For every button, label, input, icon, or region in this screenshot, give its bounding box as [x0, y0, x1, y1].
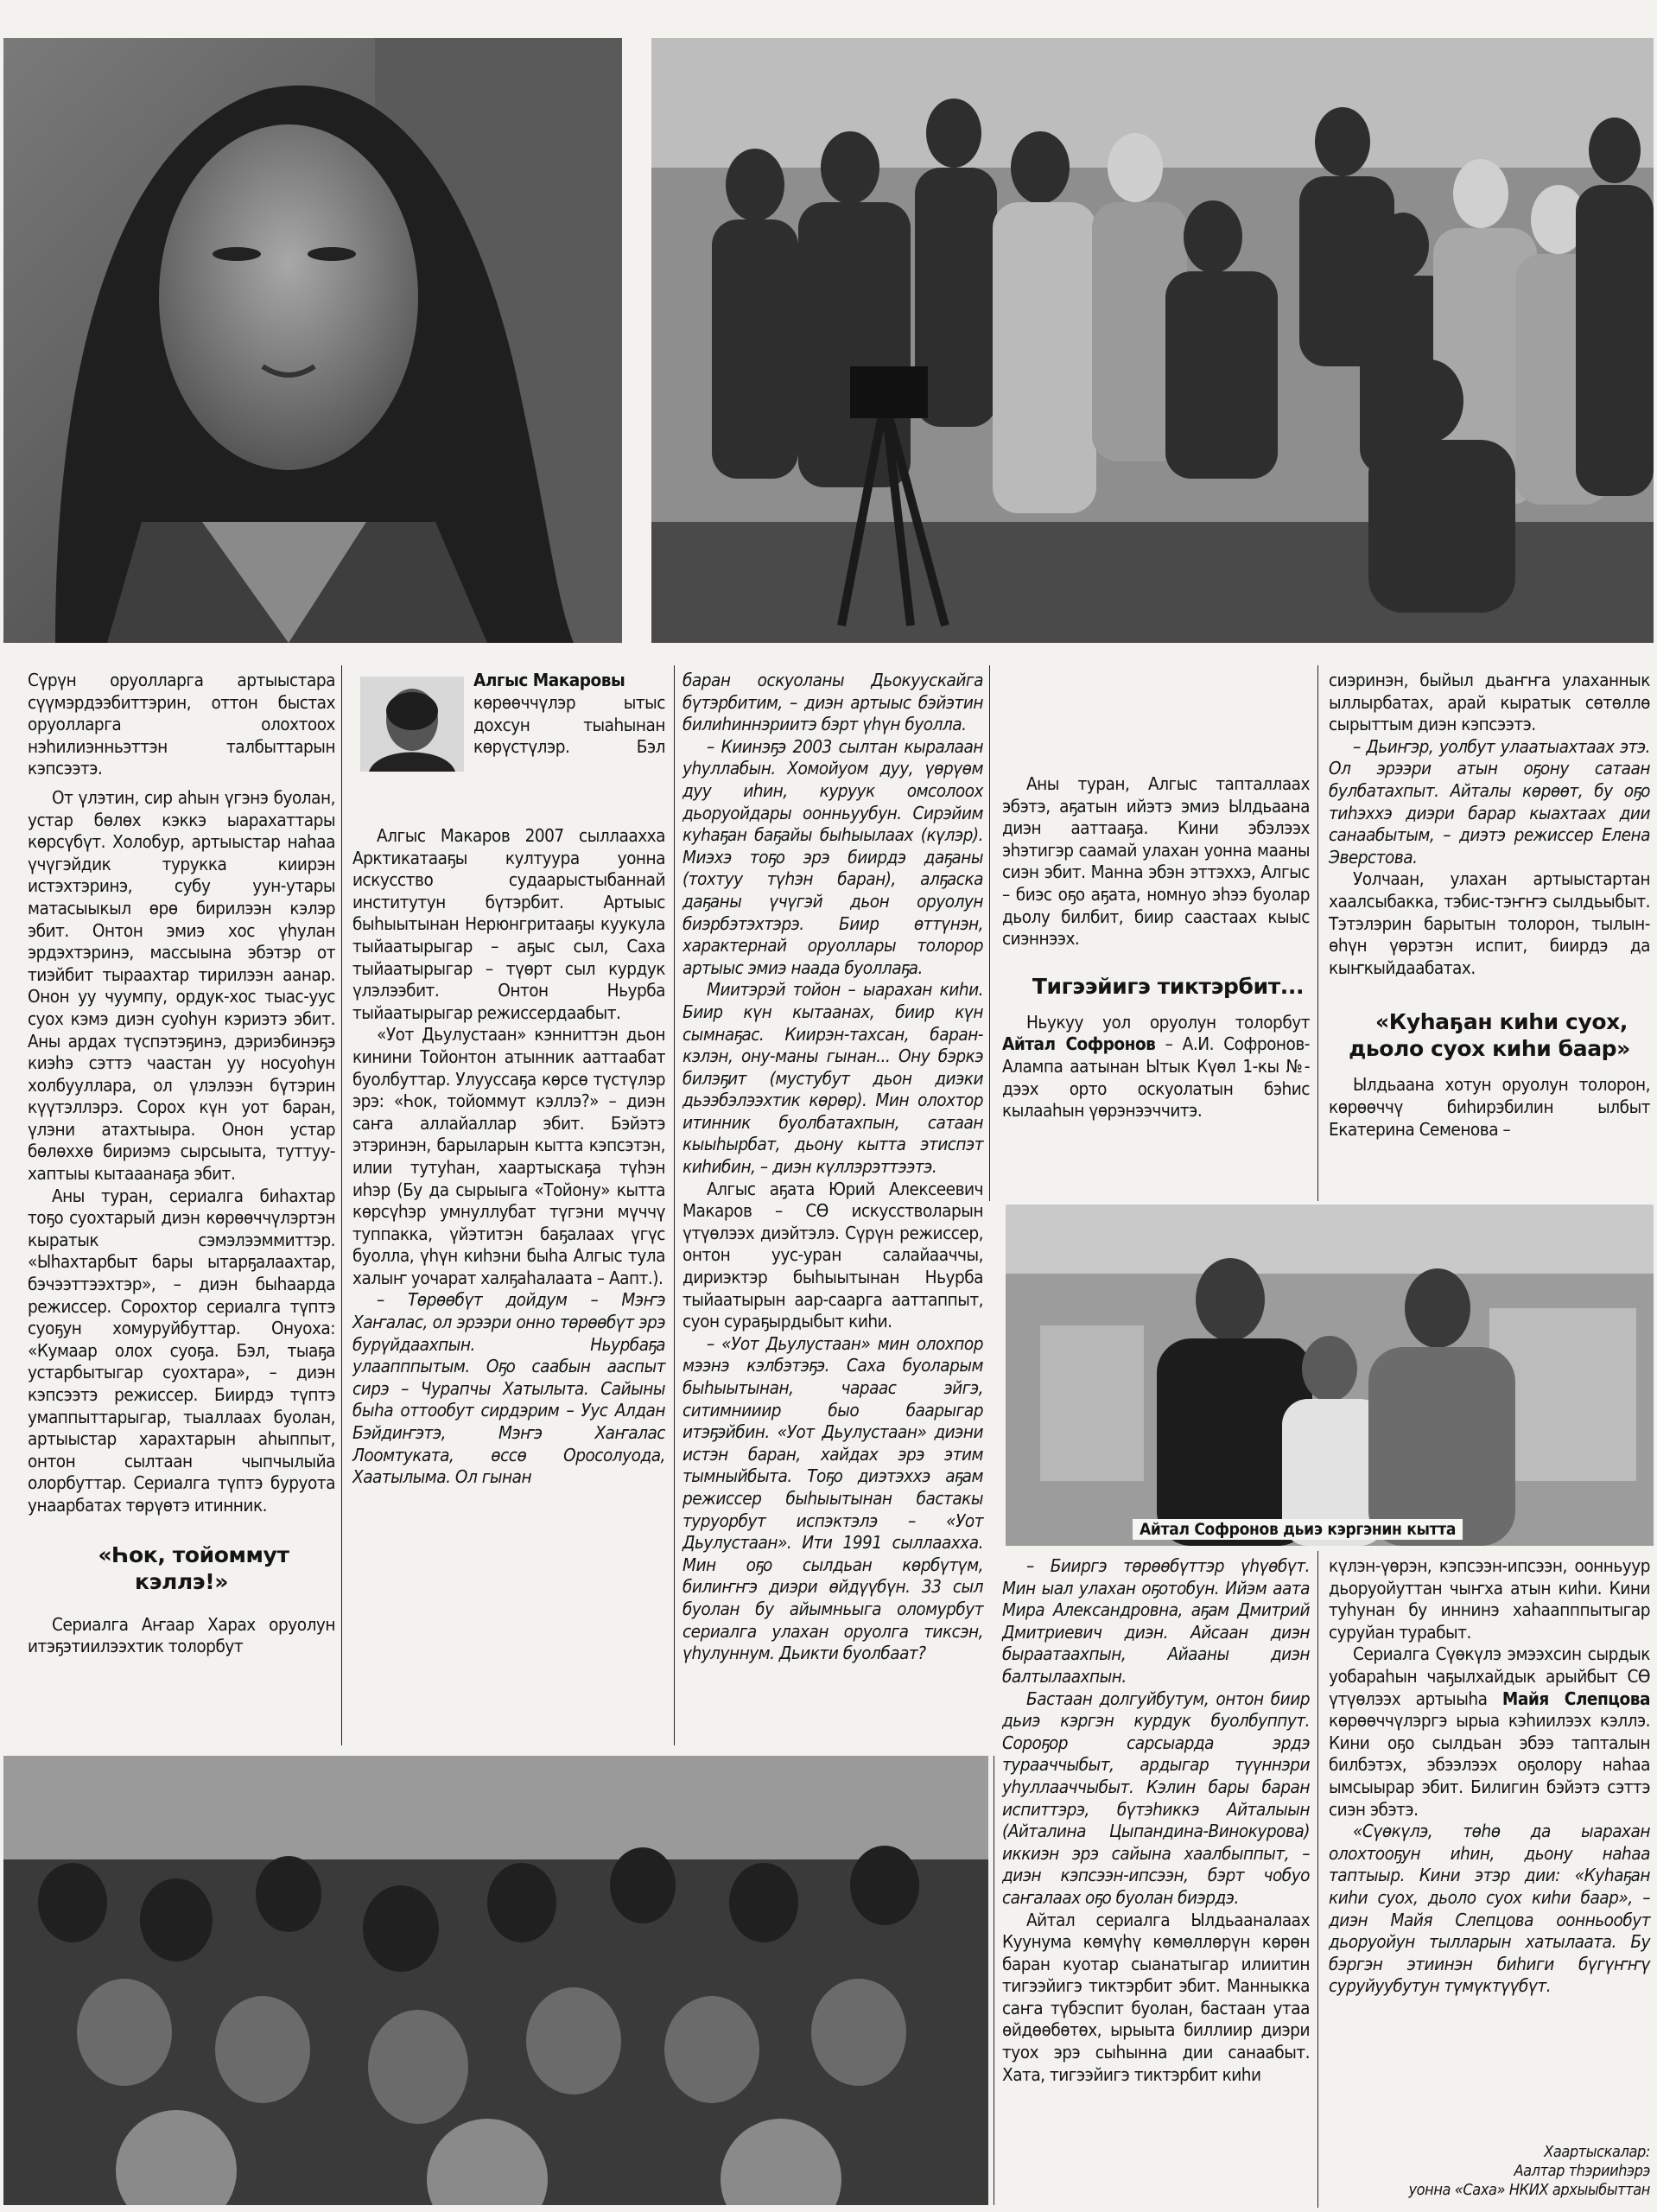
paragraph: – Төрөөбүт дойдум – Мэҥэ Хаҥалас, ол эрээри онно төрөөбүт эрэ бурүйдаахпын. Ньурбаҕа улаапппытым. Оҕо саабын ааспыт сирэ – Чурапчы Хатылыта. Сайыны быһа оттообут сирдэрим – Уус Алдан Бэйдиҥэтэ, Мэҥэ Хаҥалас Лоомтуката, өссө Оросолуода, Хаатылыма. Ол гынан	[352, 1289, 665, 1488]
paragraph: күлэн-үөрэн, кэпсээн-ипсээн, оонньуур дьоруойуттан чыҥха атын киһи. Кини туһунан бу иннинэ хаһаапппытыгар суруйан турабыт.	[1329, 1555, 1650, 1643]
paragraph: Уолчаан, улахан артыыстартан хаалсыбакка, тэбис-тэҥҥэ сылдьыбыт. Тэтэлэрин барытын толорон, тылын-өһүн үөрэтэн испит, биирдэ да кыҥкыйдаабатах.	[1329, 868, 1650, 978]
paragraph: – Бииргэ төрөөбүттэр үһүөбүт. Мин ыал улахан оҕотобун. Ийэм аата Мира Александровна, аҕам Дмитрий Дмитриевич диэн. Айсаан диэн быраатаахпын, Айааны диэн балтылаахпын.	[1002, 1555, 1310, 1687]
portrait-photo-icon	[3, 38, 622, 643]
paragraph: Айтал сериалга Ылдьааналаах Куунума көмүһү көмөллөрүн көрөн баран куотар сыанатыгар илиитин тигээйигэ тиктэрбит эбит. Манныкка саҥа түбэспит буолан, бастаан утаа өйдөөбөтөх, ырыыта биллиир диэри туох эрэ сыһынна дии санаабыт. Хата, тигээйигэ тиктэрбит киһи	[1002, 1909, 1310, 2085]
photo-sofronov-family	[1006, 1205, 1654, 1546]
paragraph-end: көрөөччүлэргэ ырыа кэһиилээх кэллэ. Кини оҕо сылдьан эбээ тапталын билбэтэх, эбээлээх оҕолору наһаа ымсыырар эбит. Билигин бэйэтэ сэттэ сиэн эбэтэ.	[1329, 1710, 1650, 1820]
paragraph: Сериалга Аҥаар Харах оруолун итэҕэтиилээхтик толорбут	[28, 1613, 335, 1657]
paragraph: Сүрүн оруолларга артыыстара сүүмэрдээбиттэрин, оттон быстах оруолларга олохтоох нэһилиэнньэттэн талбыттарын кэпсээтэ.	[28, 670, 335, 779]
photo-caption: Айтал Софронов дьиэ кэргэнин кытта	[1133, 1519, 1463, 1540]
paragraph: «Уот Дьулустаан» кэнниттэн дьон кинини Тойонтон атынник ааттаабат буолбуттар. Улууссаҕа көрсө түстүлэр эрэ: «Һок, тойоммут кэллэ?» – диэн саҥа аллайаллар эбит. Бэйэтэ этэринэн, барыларын кытта кэпсэтэн, илии тутуһан, хаартыскаҕа түһэн иһэр (Бу да сырыыга «Тойону» кытта көрсүһэр умнуллубат түгэни мүччү туппакка, үйэтитэн баҕалаах үгүс буолла, үһүн киһэни быһа Алгыс тула халыҥ уочарат халҕаһалаата – Аапт.).	[352, 1024, 665, 1288]
paragraph: Бастаан долгуйбутум, онтон биир дьиэ кэргэн курдук буолбуппут. Сороҕор сарсыарда эрдэ турааччыбыт, ардыгар түүннэри уһуллааччыбыт. Кэлин бары баран испиттэрэ, бүтэһиккэ Айталыын (Айталина Цыпандина-Винокурова) иккиэн эрэ сайына хаалбыппыт, – диэн кэпсээн-ипсээн, бэрт чобуо саҥалаах оҕо буолан биэрдэ.	[1002, 1688, 1310, 1908]
paragraph: Ылдьаана хотун оруолун толорон, көрөөччү биһирэбилин ылбыт Екатерина Семенова –	[1329, 1074, 1650, 1140]
credit-line: Аалтар тһэрииһэрэ	[1514, 2162, 1650, 2180]
article-column-1	[28, 670, 335, 1658]
group-photo-icon	[651, 38, 1654, 643]
paragraph: сиэринэн, быйыл дьаҥҥа улаханнык ыллырбатах, арай кыратык сөтөллө сырыттым диэн кэпсээтэ.	[1329, 670, 1650, 735]
article-column-4	[1002, 670, 1310, 1122]
article-column-2-body	[473, 692, 665, 757]
photo-actress-portrait	[3, 38, 622, 643]
paragraph: «Сүөкүлэ, төһө да ыарахан олохтооҕун иһин, дьону наһаа таптыыр. Кини этэр дии: «Куһаҕан киһи суох, дьоло суох киһи баар», – диэн Майя Слепцова оонньообут дьоруойун тылларын хатылаата. Бу бэргэн этиинэн биһиги бүгүҥҥү суруйуубутун түмүктүүбүт.	[1329, 1821, 1650, 1997]
paragraph-start: Ньукуу уол оруолун толорбут	[1026, 1011, 1310, 1033]
person-name-bold: Майя Слепцова	[1501, 1688, 1650, 1709]
photo-credits	[1329, 2143, 1650, 2200]
column-divider	[341, 665, 342, 1745]
article-column-2-full	[352, 825, 665, 1489]
paragraph: баран оскуоланы Дьокуускайга бүтэрбитим, – диэн артыыс бэйэтин билиһиннэриитэ бэрт үһүн буолла.	[682, 670, 983, 735]
article-column-5-lower	[1329, 1555, 1650, 1998]
paragraph: Миитэрэй тойон – ыарахан киһи. Биир күн кытаанах, биир күн сымнаҕас. Киирэн-тахсан, баран-кэлэн, ону-маны гынан... Ону бэркэ билэҕит (мустубут дьон диэки дьээбэлээхтик көрөр). Мин олохтор итинник буолбатахпын, сатаан кыыһырбат, дьону кыттa этиспэт киһибин, – диэн күллэрэттээтэ.	[682, 979, 983, 1178]
photo-algys-makarov	[360, 677, 464, 772]
paragraph: Алгыс Макаров 2007 сыллаахха Арктикатааҕы култуура уонна искусство судаарыстыбаннай институтун бүтэрбит. Артыыс быһыытынан Нерюнгритааҕы куукула тыйаатырыгар – аҕыс сыл, Саха тыйаатырыгар – түөрт сыл курдук үлэлээбит. Онтон Ньурба тыйаатырыгар режиссердаабыт.	[352, 825, 665, 1023]
photo-audience	[3, 1756, 988, 2205]
article-column-5	[1329, 670, 1650, 1141]
article-column-2	[473, 670, 665, 692]
paragraph: – «Уот Дьулустаан» мин олохпор мээнэ кэлбэтэҕэ. Саха буоларым быһыытынан, чараас эйгэ, ситимнииир быо баарыгар итэҕэйбин. «Уот Дьулустаан» диэни истэн баран, хайдах эрэ этим тымныйбыта. Тоҕо диэтэххэ аҕам режиссер быһыытынан бастакы туруорбут испэктэлэ – «Уот Дьулустаан». Ити 1991 сыллаахха. Мин оҕо сылдьан көрбүтүм, билиҥҥэ диэри өйдүүбүн. 33 сыл буолан бу айымньыга оломурбут сериалга улахан оруолга тиксэн, үһулуннум. Дьикти буолбаат?	[682, 1332, 983, 1664]
article-column-4-lower	[1002, 1555, 1310, 2086]
person-name-bold: Алгыс Макаровы	[473, 670, 625, 690]
person-name-bold: Айтал Софронов	[1002, 1033, 1156, 1055]
paragraph: – Дьиҥэр, уолбут улаатыахтаах этэ. Ол эрээри атын оҕону сатаан булбатахпыт. Айталы көрөөт, бу оҕо тиһэххэ диэри барар кыахтаах дии санаабытым, – диэтэ режиссер Елена Эверстова.	[1329, 735, 1650, 868]
article-column-3	[682, 670, 983, 1665]
avatar-photo-icon	[360, 677, 464, 772]
paragraph-start: Сериалга Сүөкүлэ эмээхсин сырдык уобарaһын чаҕылхайдык арыйбыт СӨ үтүөлээх артыыһа	[1329, 1643, 1650, 1709]
paragraph-end: – А.И. Софронов-Алампа аатынан Ытык Күөл 1-кы №-дээх орто оскуолатын бэһис кылааһын үөрэнээччитэ.	[1002, 1033, 1310, 1122]
audience-photo-icon	[3, 1756, 988, 2205]
photo-film-crew-group	[651, 38, 1654, 643]
section-heading: Тигээйигэ тиктэрбит...	[1032, 973, 1305, 999]
paragraph: Аны туран, Алгыс тапталлаах эбэтэ, аҕатын ийэтэ эмиэ Ылдьаана диэн ааттааҕа. Кини эбэлээх эһэтигэр саамай улахан уонна мааны сиэн эбит. Манна эбэн эттэххэ, Алгыс – биэс оҕо аҕата, номнуо эһээ буолар дьолу билбит, биир саастаах кыыс сиэннээх.	[1002, 773, 1310, 950]
section-heading: «Һок, тойоммут кэллэ!»	[98, 1541, 289, 1594]
section-heading: «Куһаҕан киһи суох, дьоло суох киһи баар»	[1349, 1009, 1630, 1062]
paragraph: От үлэтин, сир аһын үгэнэ буолан, устар бөлөх кэккэ ыарахаттары көрсүбүт. Холобур, артыыстар наһаа үчүгэйдик турукка киирэн истэхтэринэ, субу уун-утары матасыыкыл өрө бирилээн кэлэр эбит. Онтон эмиэ хос үһулан эрдэхтэринэ, массыына эбэтэр от тиэйбит тыраахтар тирилээн аанар. Онон уу чуумпу, ордук-хос тыас-уус суох кэмэ диэн суоһун кэриэтэ эбит. Аны ардах түспэтэҕинэ, дэриэбинэҕэ киэһэ сэттэ чаастан уу носуоһун холбуулларa, ол үлэлээн бүтэрин күүтэллэрэ. Сорох күн уот баран, үлэни атахтыыра. Онон устар бөлөххө бириэмэ сырсыыта, туттуу-хаптыы кытааанаҕа эбит.	[28, 786, 335, 1185]
credit-line: Хаартыскалар:	[1544, 2143, 1650, 2161]
column-divider	[674, 665, 675, 1745]
paragraph: Аны туран, сериалга биһахтар тоҕо суохтарый диэн көрөөччүлэртэн кыратык сэмэлээммиттэр. «Ыһахтарбыт бары ытарҕалаахтар, бэчээттээхтэр», – диэн быһаарда режиссер. Сорохтор сериалга түптэ суоҕун хомуруйбуттар. Онуоха: «Кумаар олох суоҕа. Бэл, тыаҕа устарбытыгар суохтара», – диэн кэпсээтэ режиссер. Биирдэ түптэ умаппыттарыгар, тыаллаах буолан, артыыстар харахтарын аһыппыт, онтон сылтаан чыпчылыйа олорбуттар. Сериалга түптэ буруота унаарбатах төрүөтэ итинник.	[28, 1185, 335, 1516]
paragraph: – Киинэҕэ 2003 сылтан кыралаан уһуллабын. Хомойуом дуу, үөрүөм дуу иһин, куруук омсолоох дьоруойдары оонньуубун. Сирэйим куһаҕан баҕайы быһыылаах (күлэр). Миэхэ тоҕо эрэ биирдэ даҕаны (тохтуу түһэн баран), алҕаска даҕаны үчүгэй дьон оруолун биэрбэтэхтэрэ. Биир өттүнэн, характернай оруоллары толорор артыыс эмиэ наада буоллаҕа.	[682, 735, 983, 978]
column-divider	[1317, 1551, 1318, 2208]
column-divider	[989, 665, 990, 1201]
column-divider	[1317, 665, 1318, 1201]
credit-line: уонна «Саха» НКИХ архыыбыттан	[1408, 2181, 1650, 2199]
paragraph: Алгыс аҕата Юрий Алексеевич Макаров – СӨ искусстволарын үтүөлээх диэйтэлэ. Сүрүн режиссер, онтон уус-уран салайааччы, дириэктэр быһыытынан Ньурба тыйаатырын аар-саарга ааттаппыт, суон сураҕырдыбыт киһи.	[682, 1178, 983, 1332]
paragraph: көрөөччүлэр ытыс дохсун тыаһынан көрүстүлэр. Бэл	[473, 692, 665, 757]
